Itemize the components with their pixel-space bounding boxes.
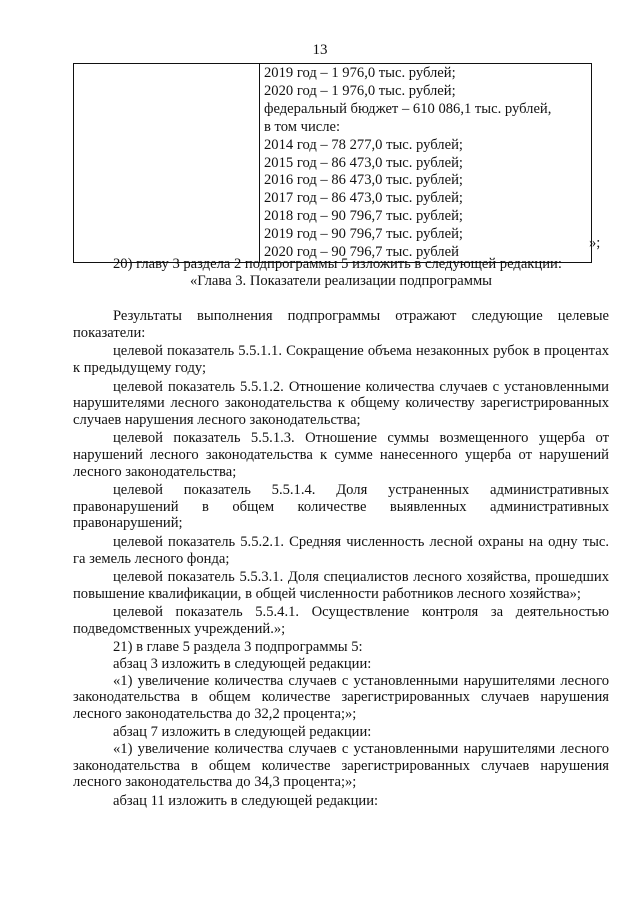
budget-line: в том числе: [264,118,341,135]
budget-line: 2014 год – 78 277,0 тыс. рублей; [264,136,463,153]
budget-line: 2017 год – 86 473,0 тыс. рублей; [264,190,463,207]
abzac-7-heading: абзац 7 изложить в следующей редакции: [113,724,372,741]
item-20-paragraph: 20) главу 3 раздела 2 подпрограммы 5 изложить в следующей редакции: [113,256,562,272]
page-number: 13 [312,42,328,58]
budget-line: 2020 год – 90 796,7 тыс. рублей [264,244,459,261]
budget-line: 2019 год – 90 796,7 тыс. рублей; [264,226,463,243]
indicator-paragraph: целевой показатель 5.5.2.1. Средняя численность лесной охраны на одну тыс. га земель лесного фонда; [73,533,609,567]
budget-line: 2015 год – 86 473,0 тыс. рублей; [264,154,463,171]
intro-paragraph: Результаты выполнения подпрограммы отражают следующие целевые показатели: [73,308,609,341]
indicator-paragraph: целевой показатель 5.5.1.2. Отношение количества случаев с установленными нарушителями лесного законодательства к общему количеству зарегистрированных случаев нарушения лесного законодательства; [73,378,609,428]
abzac-11-heading: абзац 11 изложить в следующей редакции: [113,792,379,809]
indicator-paragraph: целевой показатель 5.5.1.1. Сокращение объема незаконных рубок в процентах к предыдущему году; [73,343,609,376]
abzac-3-text: «1) увеличение количества случаев с установленными нарушителями лесного законодательства в общем количестве зарегистрированных случаев нарушения лесного законодательства до 32,2 процента;»; [73,672,609,722]
blank-line [73,289,609,306]
indicator-paragraph: целевой показатель 5.5.4.1. Осуществление контроля за деятельностью подведомственных учреждений.»; [73,604,609,637]
budget-line: 2016 год – 86 473,0 тыс. рублей; [264,172,463,189]
indicator-paragraph: целевой показатель 5.5.1.4. Доля устраненных административных правонарушений в общем количестве выявленных административных правонарушений; [73,482,609,532]
indicator-paragraph: целевой показатель 5.5.1.3. Отношение суммы возмещенного ущерба от нарушений лесного законодательства к сумме нанесенного ущерба от нарушений лесного законодательства; [73,430,609,480]
item-21-paragraph: 21) в главе 5 раздела 3 подпрограммы 5: [113,639,363,656]
table-closing-mark: »; [589,235,601,251]
document-body [73,256,609,809]
budget-line: 2018 год – 90 796,7 тыс. рублей; [264,208,463,225]
budget-line: федеральный бюджет – 610 086,1 тыс. рублей, [264,100,552,117]
abzac-3-heading: абзац 3 изложить в следующей редакции: [113,656,372,673]
budget-table [73,63,592,263]
abzac-7-text: «1) увеличение количества случаев с установленными нарушителями лесного законодательства в общем количестве зарегистрированных случаев нарушения лесного законодательства до 34,3 процента;»; [73,741,609,791]
budget-table-right-cell [260,64,592,263]
budget-line: 2020 год – 1 976,0 тыс. рублей; [264,82,456,99]
budget-table-left-cell [74,64,260,263]
indicator-paragraph: целевой показатель 5.5.3.1. Доля специалистов лесного хозяйства, прошедших повышение квалификации, в общей численности работников лесного хозяйства»; [73,569,609,602]
chapter-title: «Глава 3. Показатели реализации подпрограммы [190,272,492,289]
budget-line: 2019 год – 1 976,0 тыс. рублей; [264,65,456,81]
